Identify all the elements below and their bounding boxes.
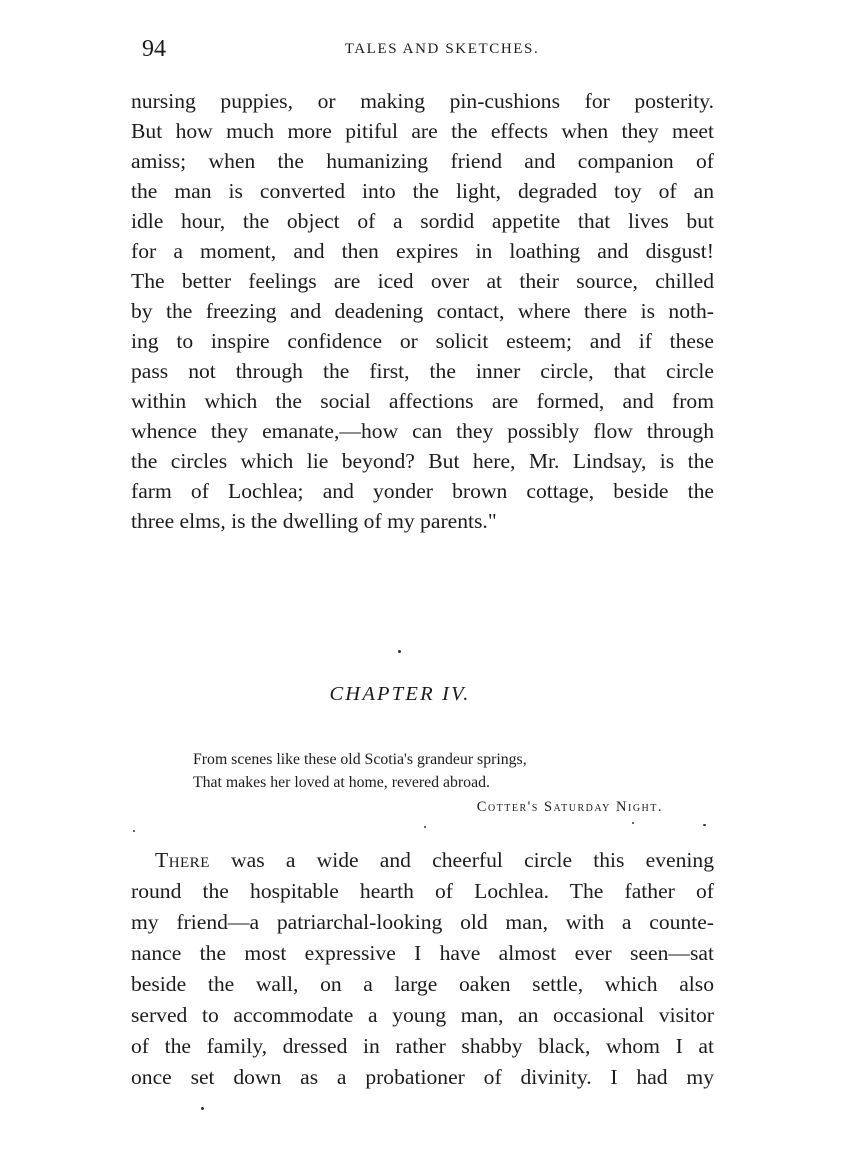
text-line: amiss; when the humanizing friend and companion of (131, 149, 714, 173)
text-line: my friend—a patriarchal-looking old man, with a counte- (131, 910, 714, 934)
epigraph (193, 748, 693, 820)
text-line: farm of Lochlea; and yonder brown cottage, beside the (131, 479, 714, 503)
text-line: nance the most expressive I have almost ever seen—sat (131, 941, 714, 965)
text-line: by the freezing and deadening contact, where there is noth- (131, 299, 714, 323)
print-speck (632, 822, 634, 824)
page-header (142, 36, 712, 66)
text-line: The better feelings are iced over at their source, chilled (131, 269, 714, 293)
text-line: beside the wall, on a large oaken settle, which also (131, 972, 714, 996)
text-line: round the hospitable hearth of Lochlea. The father of (131, 879, 714, 903)
text-line: for a moment, and then expires in loathing and disgust! (131, 239, 714, 263)
text-line: nursing puppies, or making pin-cushions for posterity. (131, 89, 714, 113)
text-line: within which the social affections are formed, and from (131, 389, 714, 413)
print-speck (424, 826, 426, 828)
print-speck (703, 824, 706, 826)
chapter-body-text (131, 845, 714, 1093)
text-line: But how much more pitiful are the effects when they meet (131, 119, 714, 143)
page-number: 94 (142, 36, 166, 62)
chapter-title: CHAPTER IV. (329, 683, 471, 705)
text-line: once set down as a probationer of divinity. I had my (131, 1065, 714, 1089)
text-line: idle hour, the object of a sordid appetite that lives but (131, 209, 714, 233)
text-line: pass not through the first, the inner circle, that circle (131, 359, 714, 383)
text-line: the man is converted into the light, degraded toy of an (131, 179, 714, 203)
running-head: TALES AND SKETCHES. (344, 41, 540, 57)
epigraph-source: Cotter's Saturday Night. (476, 799, 663, 815)
epigraph-line: That makes her loved at home, revered abroad. (193, 774, 490, 791)
print-speck (398, 650, 401, 653)
text-line: served to accommodate a young man, an occasional visitor (131, 1003, 714, 1027)
body-text-continued (131, 86, 714, 536)
text-line: ing to inspire confidence or solicit esteem; and if these (131, 329, 714, 353)
print-speck (133, 830, 135, 832)
text-line: of the family, dressed in rather shabby black, whom I at (131, 1034, 714, 1058)
text-line-rest: was a wide and cheerful circle this evening (209, 848, 714, 872)
text-line: the circles which lie beyond? But here, Mr. Lindsay, is the (131, 449, 714, 473)
text-line: three elms, is the dwelling of my parents." (131, 509, 497, 533)
print-speck (201, 1107, 204, 1110)
opening-word: There (155, 848, 210, 872)
text-line: whence they emanate,—how can they possibly flow through (131, 419, 714, 443)
text-line (131, 845, 714, 876)
epigraph-line: From scenes like these old Scotia's grandeur springs, (193, 751, 527, 768)
